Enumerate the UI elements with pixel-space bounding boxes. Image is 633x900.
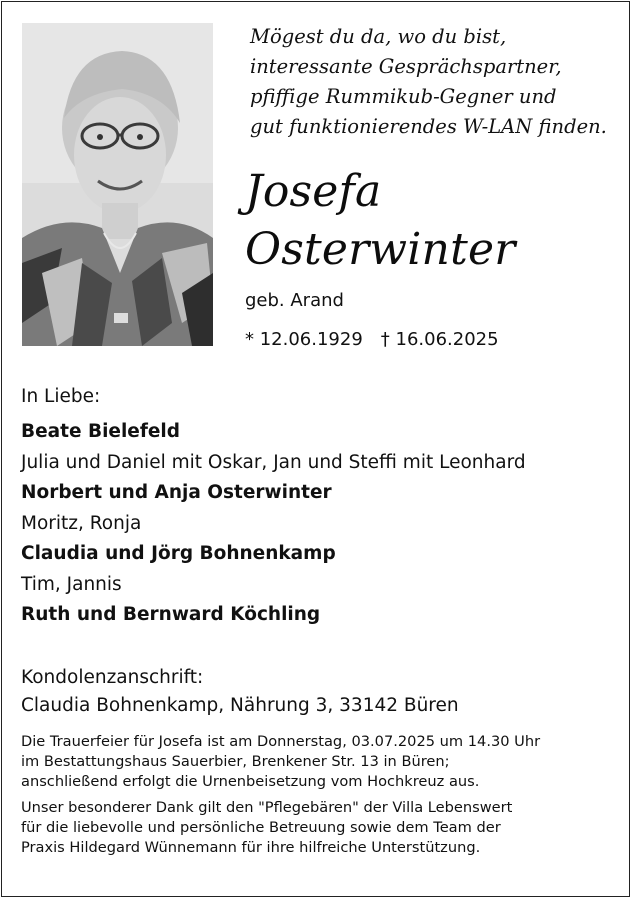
- poem-line: Mögest du da, wo du bist,: [250, 25, 507, 48]
- birth-date: * 12.06.1929: [245, 329, 363, 350]
- poem-line: pfiffige Rummikub-Gegner und: [250, 85, 557, 108]
- first-name: Josefa: [245, 166, 382, 217]
- thanks-info: [21, 798, 621, 858]
- poem-line: interessante Gesprächspartner,: [250, 55, 562, 78]
- death-date: † 16.06.2025: [380, 329, 499, 350]
- funeral-info: [21, 732, 621, 792]
- mourners-intro: In Liebe:: [21, 386, 101, 407]
- condolence-label: Kondolenzanschrift:: [21, 667, 204, 688]
- thanks-line: für die liebevolle und persönliche Betreuung sowie dem Team der: [21, 819, 501, 836]
- portrait-photo: [22, 23, 213, 346]
- mourner-row: Tim, Jannis: [21, 573, 122, 595]
- mourner-row: Julia und Daniel mit Oskar, Jan und Steffi mit Leonhard: [21, 451, 526, 473]
- mourner-row: Moritz, Ronja: [21, 512, 142, 534]
- mourner-row: Claudia und Jörg Bohnenkamp: [21, 543, 336, 564]
- poem: [250, 22, 625, 142]
- deceased-name: [245, 163, 515, 279]
- mourner-row: Ruth und Bernward Köchling: [21, 604, 321, 625]
- birth-name: geb. Arand: [245, 290, 344, 311]
- mourners-list: [21, 417, 621, 631]
- thanks-line: Unser besonderer Dank gilt den "Pflegebären" der Villa Lebenswert: [21, 799, 513, 816]
- life-dates: [245, 327, 499, 353]
- poem-line: gut funktionierendes W-LAN finden.: [250, 115, 607, 138]
- condolence-address: Claudia Bohnenkamp, Nährung 3, 33142 Büren: [21, 695, 459, 716]
- funeral-line: im Bestattungshaus Sauerbier, Brenkener Str. 13 in Büren;: [21, 753, 450, 770]
- last-name: Osterwinter: [245, 224, 516, 275]
- portrait-illustration: [22, 23, 213, 346]
- mourner-row: Norbert und Anja Osterwinter: [21, 482, 332, 503]
- funeral-line: anschließend erfolgt die Urnenbeisetzung vom Hochkreuz aus.: [21, 773, 480, 790]
- notice-text: [21, 732, 621, 858]
- mourner-row: Beate Bielefeld: [21, 421, 181, 442]
- thanks-line: Praxis Hildegard Wünnemann für ihre hilfreiche Unterstützung.: [21, 839, 481, 856]
- condolence-address-block: [21, 664, 621, 720]
- funeral-line: Die Trauerfeier für Josefa ist am Donnerstag, 03.07.2025 um 14.30 Uhr: [21, 733, 541, 750]
